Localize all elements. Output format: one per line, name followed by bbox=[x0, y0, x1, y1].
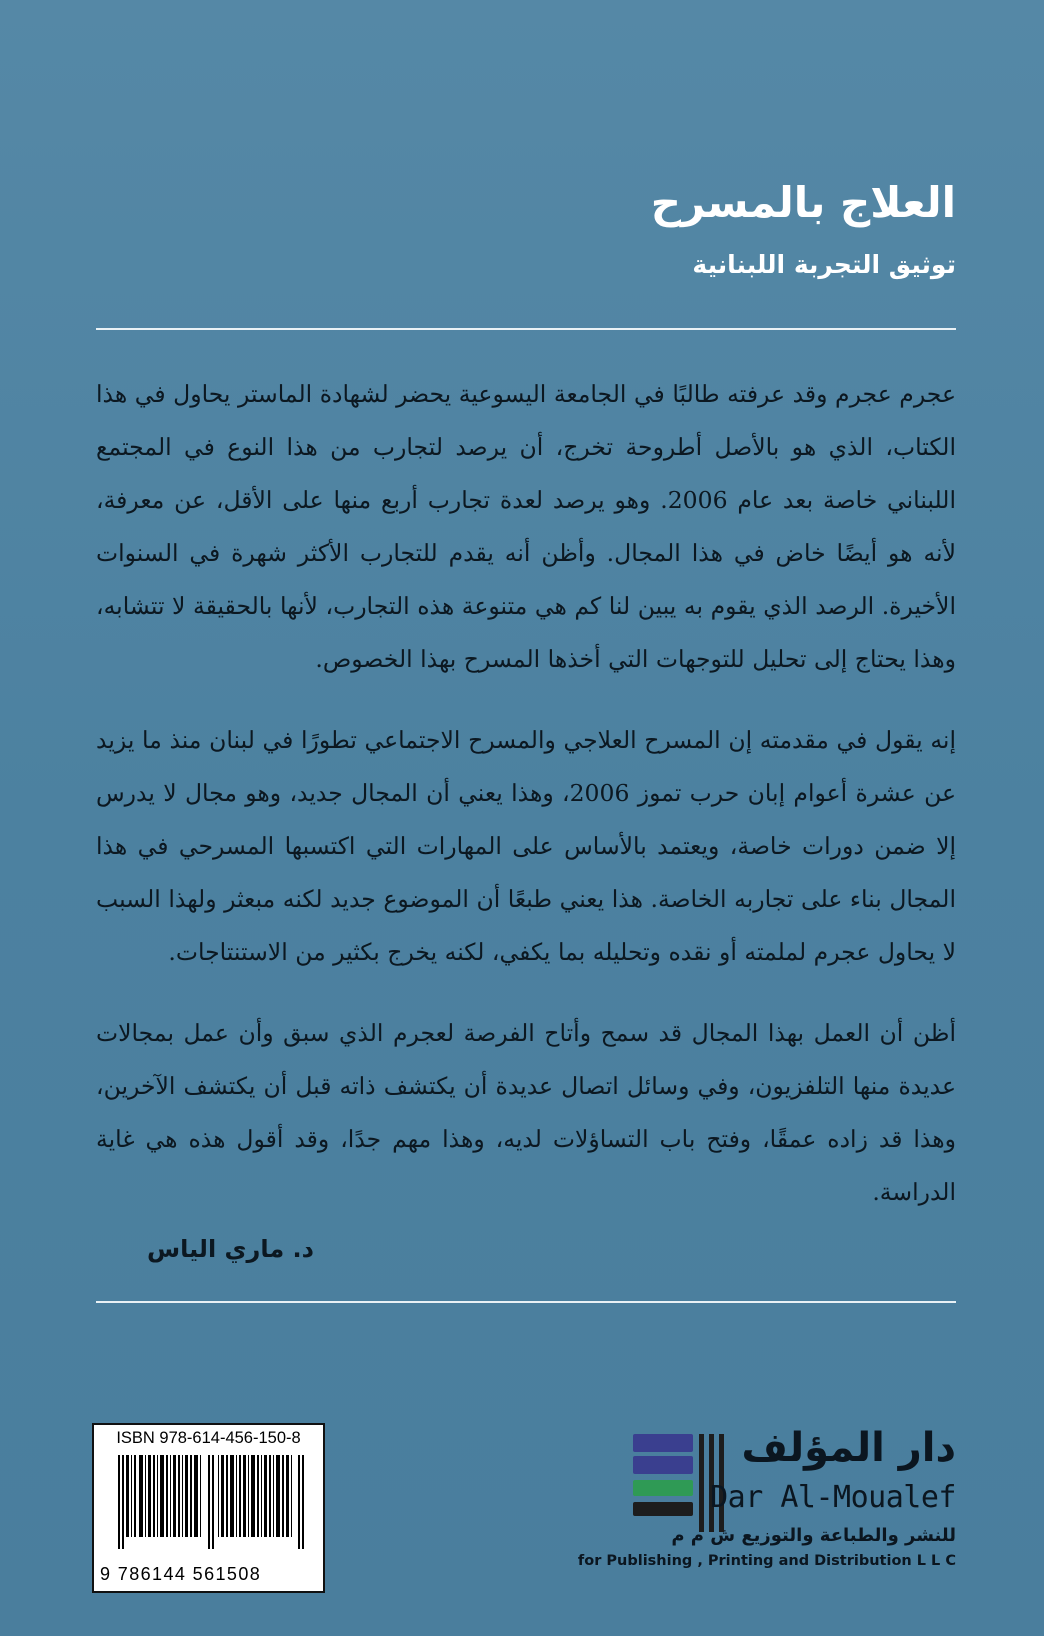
barcode-icon bbox=[114, 1455, 310, 1567]
publisher-tagline-arabic: للنشر والطباعة والتوزيع ش م م bbox=[671, 1525, 956, 1546]
blurb-text bbox=[96, 368, 956, 1247]
blurb-paragraph-1: عجرم عجرم وقد عرفته طالبًا في الجامعة اليسوعية يحضر لشهادة الماستر يحاول في هذا الكتاب، الذي هو بالأصل أطروحة تخرج، أن يرصد لتجارب من هذا النوع في المجتمع اللبناني خاصة بعد عام 2006. وهو يرصد لعدة تجارب أربع منها على الأقل، عن معرفة، لأنه هو أيضًا خاض في هذا المجال. وأظن أنه يقدم للتجارب الأكثر شهرة في السنوات الأخيرة. الرصد الذي يقوم به يبين لنا كم هي متنوعة هذه التجارب، لأنها بالحقيقة لا تتشابه، وهذا يحتاج إلى تحليل للتوجهات التي أخذها المسرح بهذا الخصوص. bbox=[96, 380, 956, 673]
blurb-signature: د. ماري الياس bbox=[147, 1235, 314, 1263]
book-title: العلاج بالمسرح bbox=[650, 178, 956, 227]
publisher-name-arabic: دار المؤلف bbox=[741, 1425, 956, 1471]
divider-top bbox=[96, 328, 956, 330]
publisher-name-english: Dar Al-Moualef bbox=[710, 1480, 956, 1515]
isbn-barcode-box bbox=[92, 1423, 325, 1593]
blurb-paragraph-3: أظن أن العمل بهذا المجال قد سمح وأتاح الفرصة لعجرم الذي سبق وأن عمل بمجالات عديدة منها التلفزيون، وفي وسائل اتصال عديدة أن يكتشف ذاته قبل أن يكتشف الآخرين، وهذا قد زاده عمقًا، وفتح باب التساؤلات لديه، وهذا مهم جدًا، وقد أقول هذه هي غاية الدراسة. bbox=[96, 1019, 956, 1206]
divider-bottom bbox=[96, 1301, 956, 1303]
book-subtitle: توثيق التجربة اللبنانية bbox=[692, 250, 956, 279]
barcode-digits: 9 786144 561508 bbox=[100, 1564, 262, 1584]
isbn-number: ISBN 978-614-456-150-8 bbox=[116, 1429, 301, 1447]
publisher-tagline-english: for Publishing , Printing and Distribution L L C bbox=[577, 1553, 956, 1569]
blurb-paragraph-2: إنه يقول في مقدمته إن المسرح العلاجي والمسرح الاجتماعي تطورًا في لبنان منذ ما يزيد عن عشرة أعوام إبان حرب تموز 2006، وهذا يعني أن المجال جديد، وهو مجال لا يدرس إلا ضمن دورات خاصة، ويعتمد بالأساس على المهارات التي اكتسبها المسرحي في هذا المجال بناء على تجاربه الخاصة. هذا يعني طبعًا أن الموضوع جديد لكنه مبعثر ولهذا السبب لا يحاول عجرم لملمته أو نقده وتحليله بما يكفي، لكنه يخرج بكثير من الاستنتاجات. bbox=[96, 726, 957, 966]
